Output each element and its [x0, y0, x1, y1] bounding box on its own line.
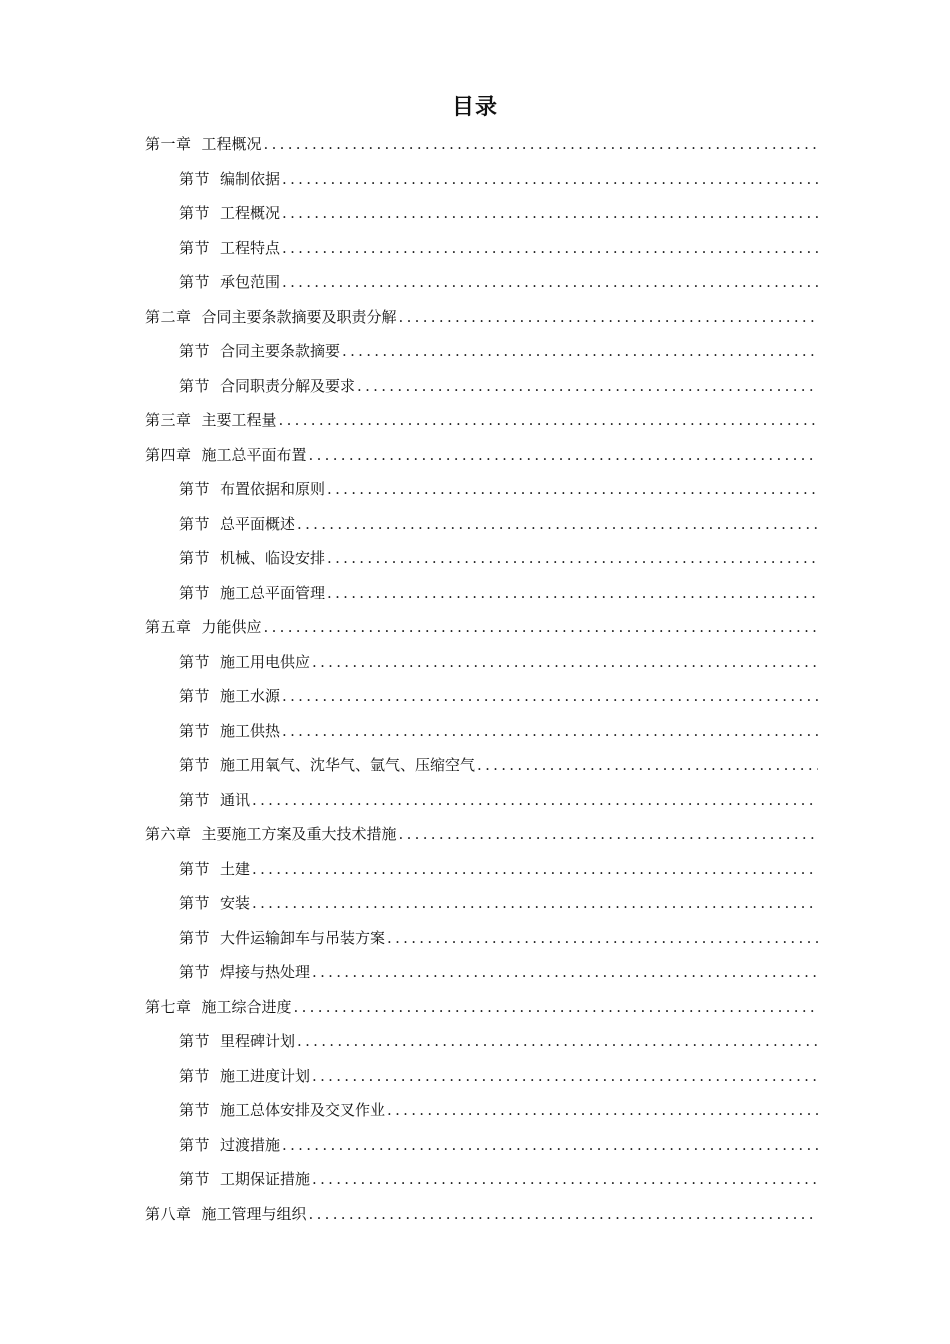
toc-entry-label	[179, 645, 310, 680]
dot-leader	[399, 817, 818, 852]
toc-entry-prefix: 第节	[179, 273, 211, 291]
toc-section-entry[interactable]	[0, 162, 950, 197]
toc-entry-prefix: 第一章	[145, 135, 192, 153]
toc-entry-label	[179, 162, 280, 197]
toc-section-entry[interactable]	[0, 1128, 950, 1163]
toc-entry-prefix: 第节	[179, 721, 211, 740]
toc-section-entry[interactable]	[0, 507, 950, 542]
toc-chapter-entry[interactable]	[0, 127, 950, 162]
toc-section-entry[interactable]	[0, 231, 950, 266]
toc-entry-label	[145, 817, 397, 852]
dot-leader	[282, 714, 818, 749]
toc-entry-prefix: 第四章	[145, 445, 192, 464]
toc-entry-label	[145, 1197, 307, 1232]
toc-entry-text: 布置依据和原则	[220, 480, 326, 498]
toc-entry-text: 承包范围	[220, 273, 281, 291]
toc-entry-prefix: 第节	[179, 342, 211, 360]
dot-leader	[297, 507, 818, 542]
page-title: 目录	[451, 95, 498, 120]
toc-entry-label	[179, 369, 355, 404]
toc-entry-label	[179, 783, 250, 818]
toc-entry-prefix: 第节	[179, 687, 211, 705]
toc-entry-label	[179, 1024, 295, 1059]
toc-entry-text: 力能供应	[201, 618, 262, 636]
toc-section-entry[interactable]	[0, 541, 950, 576]
toc-entry-text: 施工总平面管理	[220, 583, 326, 602]
toc-chapter-entry[interactable]	[0, 610, 950, 645]
toc-entry-prefix: 第节	[179, 963, 211, 981]
toc-section-entry[interactable]	[0, 576, 950, 611]
dot-leader	[264, 610, 818, 645]
toc-entry-label	[179, 679, 280, 714]
dot-leader	[387, 1093, 818, 1128]
toc-entry-prefix: 第节	[179, 514, 211, 533]
dot-leader	[282, 1128, 818, 1163]
toc-entry-text: 安装	[220, 894, 251, 912]
dot-leader	[282, 265, 818, 300]
dot-leader	[282, 679, 818, 714]
toc-entry-label	[179, 231, 280, 266]
toc-entry-label	[179, 714, 280, 749]
toc-section-entry[interactable]	[0, 783, 950, 818]
toc-section-entry[interactable]	[0, 196, 950, 231]
toc-entry-prefix: 第三章	[145, 411, 192, 429]
toc-entry-label	[179, 265, 280, 300]
toc-entry-prefix: 第节	[179, 480, 211, 498]
toc-entry-label	[145, 990, 292, 1025]
dot-leader	[357, 369, 818, 404]
toc-entry-text: 里程碑计划	[220, 1032, 296, 1050]
dot-leader	[327, 472, 818, 507]
toc-entry-label	[179, 334, 340, 369]
toc-entry-prefix: 第五章	[145, 618, 192, 636]
toc-entry-label	[179, 852, 250, 887]
dot-leader	[312, 1059, 818, 1094]
toc-entry-prefix: 第七章	[145, 997, 192, 1016]
dot-leader	[279, 403, 818, 438]
toc-entry-prefix: 第节	[179, 859, 211, 878]
toc-entry-text: 主要工程量	[201, 411, 277, 429]
dot-leader	[282, 162, 818, 197]
toc-section-entry[interactable]	[0, 714, 950, 749]
toc-section-entry[interactable]	[0, 955, 950, 990]
dot-leader	[252, 783, 818, 818]
toc-entry-prefix: 第六章	[145, 825, 192, 843]
dot-leader	[327, 541, 818, 576]
toc-section-entry[interactable]	[0, 334, 950, 369]
toc-entry-text: 施工用电供应	[220, 652, 311, 671]
toc-entry-text: 工期保证措施	[220, 1170, 311, 1188]
toc-entry-text: 合同主要条款摘要及职责分解	[201, 307, 397, 326]
toc-entry-prefix: 第节	[179, 376, 211, 395]
toc-entry-prefix: 第节	[179, 894, 211, 912]
toc-section-entry[interactable]	[0, 265, 950, 300]
toc-entry-label	[179, 921, 385, 956]
toc-entry-text: 过渡措施	[220, 1135, 281, 1154]
dot-leader	[309, 438, 818, 473]
toc-section-entry[interactable]	[0, 369, 950, 404]
toc-entry-prefix: 第节	[179, 1066, 211, 1085]
toc-section-entry[interactable]	[0, 748, 950, 783]
toc-entry-text: 合同主要条款摘要	[220, 342, 341, 360]
toc-entry-label	[179, 1128, 280, 1163]
dot-leader	[399, 300, 818, 335]
toc-entry-text: 通讯	[220, 790, 251, 809]
toc-entry-label	[145, 127, 262, 162]
toc-entry-label	[179, 1059, 310, 1094]
dot-leader	[387, 921, 818, 956]
toc-entry-label	[179, 196, 280, 231]
toc-entry-text: 工程概况	[201, 135, 262, 153]
toc-section-entry[interactable]	[0, 1093, 950, 1128]
toc-entry-prefix: 第节	[179, 756, 211, 774]
dot-leader	[264, 127, 818, 162]
dot-leader	[252, 886, 818, 921]
toc-entry-label	[179, 541, 325, 576]
dot-leader	[327, 576, 818, 611]
toc-entry-text: 施工供热	[220, 721, 281, 740]
toc-entry-prefix: 第节	[179, 790, 211, 809]
toc-entry-label	[145, 610, 262, 645]
toc-entry-prefix: 第节	[179, 204, 211, 222]
toc-chapter-entry[interactable]	[0, 1197, 950, 1232]
toc-entry-text: 施工水源	[220, 687, 281, 705]
toc-entry-text: 施工进度计划	[220, 1066, 311, 1085]
toc-section-entry[interactable]	[0, 1024, 950, 1059]
toc-entry-label	[179, 576, 325, 611]
toc-entry-text: 施工总体安排及交叉作业	[220, 1101, 386, 1119]
dot-leader	[297, 1024, 818, 1059]
toc-entry-prefix: 第节	[179, 1135, 211, 1154]
dot-leader	[312, 1162, 818, 1197]
toc-entry-prefix: 第节	[179, 1032, 211, 1050]
dot-leader	[282, 196, 818, 231]
toc-entry-prefix: 第节	[179, 1170, 211, 1188]
toc-section-entry[interactable]	[0, 921, 950, 956]
dot-leader	[294, 990, 818, 1025]
toc-chapter-entry[interactable]	[0, 990, 950, 1025]
toc-entry-text: 总平面概述	[220, 514, 296, 533]
dot-leader	[342, 334, 818, 369]
toc-entry-prefix: 第节	[179, 583, 211, 602]
toc-entry-prefix: 第节	[179, 549, 211, 567]
dot-leader	[252, 852, 818, 887]
dot-leader	[282, 231, 818, 266]
toc-section-entry[interactable]	[0, 1162, 950, 1197]
toc-entry-text: 施工总平面布置	[201, 445, 307, 464]
toc-entry-text: 施工用氧气、沈华气、氩气、压缩空气	[220, 756, 476, 774]
toc-entry-text: 编制依据	[220, 169, 281, 188]
toc-entry-text: 主要施工方案及重大技术措施	[201, 825, 397, 843]
toc-entry-label	[145, 300, 397, 335]
toc-chapter-entry[interactable]	[0, 438, 950, 473]
toc-chapter-entry[interactable]	[0, 817, 950, 852]
toc-chapter-entry[interactable]	[0, 300, 950, 335]
toc-entry-text: 施工综合进度	[201, 997, 292, 1016]
toc-entry-label	[145, 438, 307, 473]
toc-entry-prefix: 第节	[179, 1101, 211, 1119]
toc-entry-prefix: 第节	[179, 652, 211, 671]
toc-entry-prefix: 第二章	[145, 307, 192, 326]
dot-leader	[312, 955, 818, 990]
toc-entry-prefix: 第八章	[145, 1204, 192, 1223]
toc-section-entry[interactable]	[0, 886, 950, 921]
toc-entry-label	[179, 748, 475, 783]
toc-list	[0, 127, 950, 1231]
toc-entry-text: 大件运输卸车与吊装方案	[220, 928, 386, 947]
toc-entry-text: 施工管理与组织	[201, 1204, 307, 1223]
toc-entry-label	[179, 507, 295, 542]
toc-entry-label	[179, 886, 250, 921]
dot-leader	[312, 645, 818, 680]
toc-section-entry[interactable]	[0, 1059, 950, 1094]
toc-entry-label	[179, 1093, 385, 1128]
toc-entry-text: 机械、临设安排	[220, 549, 326, 567]
toc-entry-label	[179, 955, 310, 990]
toc-entry-prefix: 第节	[179, 238, 211, 257]
toc-entry-prefix: 第节	[179, 169, 211, 188]
dot-leader	[309, 1197, 818, 1232]
toc-entry-label	[145, 403, 277, 438]
toc-entry-text: 焊接与热处理	[220, 963, 311, 981]
toc-section-entry[interactable]	[0, 852, 950, 887]
toc-entry-text: 合同职责分解及要求	[220, 376, 356, 395]
toc-chapter-entry[interactable]	[0, 403, 950, 438]
toc-entry-text: 工程概况	[220, 204, 281, 222]
toc-entry-label	[179, 472, 325, 507]
toc-section-entry[interactable]	[0, 645, 950, 680]
toc-entry-label	[179, 1162, 310, 1197]
toc-entry-prefix: 第节	[179, 928, 211, 947]
toc-entry-text: 土建	[220, 859, 251, 878]
toc-entry-text: 工程特点	[220, 238, 281, 257]
toc-section-entry[interactable]	[0, 679, 950, 714]
toc-section-entry[interactable]	[0, 472, 950, 507]
dot-leader	[477, 748, 818, 783]
